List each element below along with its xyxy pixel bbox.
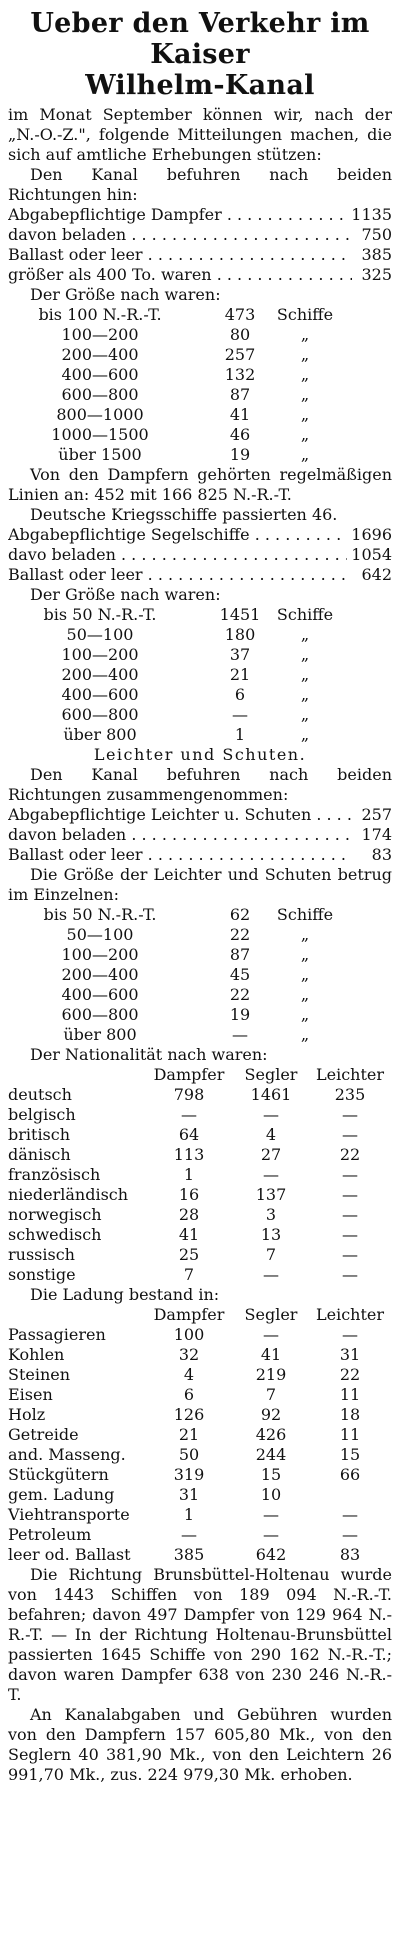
cell-dampfer: 319 [173, 1465, 205, 1485]
size-spacer [170, 385, 210, 405]
cell-dampfer: 113 [173, 1145, 205, 1165]
size-spacer [170, 705, 210, 725]
size-unit: „ [300, 645, 310, 665]
cell-leichter: 66 [339, 1465, 361, 1485]
size-range: 200—400 [61, 965, 139, 985]
size-range: 100—200 [61, 645, 139, 665]
size-count: 6 [234, 685, 246, 705]
size-unit: „ [300, 325, 310, 345]
kriegsschiffe-paragraph: Deutsche Kriegsschiffe passierten 46. [30, 505, 338, 525]
cell-leichter: — [342, 1205, 358, 1225]
size-unit: „ [300, 665, 310, 685]
size-spacer [170, 965, 210, 985]
abgaben-paragraph: An Kanalabgaben und Gebühren wurden von den Dampfern 157 605,80 Mk., von den Seglern 40 381,90 Mk., von den Leichtern 26 991,70 Mk., zus. 224 979,30 Mk. erhoben. [8, 1705, 392, 1785]
size-spacer [170, 665, 210, 685]
summary-row [8, 205, 392, 225]
cell-leichter: — [342, 1245, 358, 1265]
size-unit: „ [300, 725, 310, 745]
dampfer-size-table [30, 305, 392, 465]
cell-dampfer: 28 [178, 1205, 200, 1225]
cell-segler: — [263, 1265, 279, 1285]
leichter-intro: Den Kanal befuhren nach beiden Richtungen zusammengenommen: [8, 765, 392, 805]
size-spacer [170, 405, 210, 425]
summary-label: größer als 400 To. waren . . . [8, 265, 352, 285]
cell-segler: — [263, 1105, 279, 1125]
size-unit: „ [300, 685, 310, 705]
size-unit: „ [300, 445, 310, 465]
cell-segler: 41 [260, 1345, 282, 1365]
size-spacer [170, 685, 210, 705]
size-spacer [170, 305, 210, 325]
cell-dampfer: 31 [178, 1485, 200, 1505]
size-count: 87 [229, 945, 251, 965]
column-header: Dampfer [153, 1065, 225, 1085]
cell-dampfer: 6 [183, 1385, 195, 1405]
cell-leichter: — [342, 1185, 358, 1205]
cell-dampfer: 21 [178, 1425, 200, 1445]
row-label: and. Masseng. [8, 1445, 126, 1465]
row-label: Stückgütern [8, 1465, 109, 1485]
linien-paragraph: Von den Dampfern gehörten regelmäßigen Linien an: 452 mit 166 825 N.-R.-T. [8, 465, 392, 505]
row-label: Petroleum [8, 1525, 92, 1545]
size-range: 100—200 [61, 945, 139, 965]
size-range: 400—600 [61, 685, 139, 705]
row-label: sonstige [8, 1265, 76, 1285]
row-label: deutsch [8, 1085, 72, 1105]
cell-segler: 642 [255, 1545, 287, 1565]
size-spacer [170, 645, 210, 665]
cell-leichter: — [342, 1225, 358, 1245]
size-spacer [170, 345, 210, 365]
size-unit: Schiffe [276, 905, 334, 925]
column-header: Dampfer [153, 1305, 225, 1325]
cell-segler: 219 [255, 1365, 287, 1385]
leichter-heading: Leichter und Schuten. [93, 745, 307, 765]
segler-size-intro: Der Größe nach waren: [30, 585, 221, 605]
row-label: Steinen [8, 1365, 71, 1385]
cell-dampfer: — [181, 1525, 197, 1545]
size-unit: „ [300, 385, 310, 405]
segler-size-table [30, 605, 392, 745]
cell-dampfer: 798 [173, 1085, 205, 1105]
size-count: 473 [224, 305, 256, 325]
cell-dampfer: — [181, 1105, 197, 1125]
size-range: über 800 [63, 1025, 137, 1045]
cell-dampfer: 16 [178, 1185, 200, 1205]
cell-segler: — [263, 1525, 279, 1545]
size-unit: „ [300, 345, 310, 365]
size-count: 22 [229, 925, 251, 945]
summary-label: Ballast oder leer . . . [8, 245, 352, 265]
size-spacer [170, 605, 210, 625]
size-unit: „ [300, 625, 310, 645]
cell-segler: 10 [260, 1485, 282, 1505]
size-count: 22 [229, 985, 251, 1005]
size-count: 257 [224, 345, 256, 365]
size-spacer [170, 905, 210, 925]
summary-row [8, 525, 392, 545]
size-spacer [170, 445, 210, 465]
size-count: 45 [229, 965, 251, 985]
cell-leichter: 15 [339, 1445, 361, 1465]
row-label: russisch [8, 1245, 75, 1265]
cargo-intro: Die Ladung bestand in: [30, 1285, 220, 1305]
size-spacer [170, 725, 210, 745]
summary-label: Ballast oder leer . . . [8, 845, 352, 865]
size-count: 1451 [219, 605, 261, 625]
size-count: 41 [229, 405, 251, 425]
summary-value: 385 [361, 245, 392, 265]
leichter-size-table [30, 905, 392, 1045]
size-spacer [170, 1025, 210, 1045]
article-title-line2: Wilhelm-Kanal [85, 70, 315, 102]
summary-row [8, 265, 392, 285]
size-spacer [170, 625, 210, 645]
size-unit: „ [300, 925, 310, 945]
size-unit: Schiffe [276, 605, 334, 625]
size-unit: „ [300, 965, 310, 985]
summary-value: 174 [361, 825, 392, 845]
size-range: 200—400 [61, 665, 139, 685]
summary-row [8, 805, 392, 825]
row-label: dänisch [8, 1145, 71, 1165]
cell-dampfer: 41 [178, 1225, 200, 1245]
size-range: 50—100 [66, 625, 134, 645]
cell-leichter: — [342, 1325, 358, 1345]
row-label: gem. Ladung [8, 1485, 115, 1505]
size-unit: „ [300, 425, 310, 445]
table-corner [8, 1305, 148, 1325]
cell-leichter: — [342, 1505, 358, 1525]
summary-value: 83 [371, 845, 392, 865]
nationality-intro: Der Nationalität nach waren: [30, 1045, 268, 1065]
row-label: Holz [8, 1405, 46, 1425]
size-range: 200—400 [61, 345, 139, 365]
size-range: 800—1000 [56, 405, 144, 425]
summary-label: Abgabepflichtige Dampfer . . . [8, 205, 347, 225]
table-corner [8, 1065, 148, 1085]
cell-segler: — [263, 1325, 279, 1345]
row-label: Viehtransporte [8, 1505, 130, 1525]
cell-leichter: 22 [339, 1365, 361, 1385]
size-spacer [170, 425, 210, 445]
row-label: leer od. Ballast [8, 1545, 131, 1565]
size-count: 37 [229, 645, 251, 665]
cargo-table [8, 1305, 392, 1565]
cell-segler: 1461 [250, 1085, 292, 1105]
cell-dampfer: 126 [173, 1405, 205, 1425]
cell-leichter [312, 1485, 388, 1505]
nationality-table [8, 1065, 392, 1285]
cell-leichter: 22 [339, 1145, 361, 1165]
size-unit: „ [300, 405, 310, 425]
row-label: belgisch [8, 1105, 76, 1125]
summary-label: davo beladen . . . [8, 545, 347, 565]
size-count: 180 [224, 625, 256, 645]
cell-dampfer: 25 [178, 1245, 200, 1265]
cell-leichter: — [342, 1525, 358, 1545]
size-spacer [170, 985, 210, 1005]
size-range: bis 50 N.-R.-T. [43, 605, 157, 625]
richtung-paragraph: Die Richtung Brunsbüttel-Holtenau wurde von 1443 Schiffen von 189 094 N.-R.-T. befahren; davon 497 Dampfer von 129 964 N.-R.-T. — In der Richtung Holtenau-Brunsbüttel passierten 1645 Schiffe von 290 162 N.-R.-T.; davon waren Dampfer 638 von 230 246 N.-R.-T. [8, 1565, 392, 1705]
size-spacer [170, 925, 210, 945]
cell-segler: — [263, 1165, 279, 1185]
size-count: 19 [229, 1005, 251, 1025]
dampfer-intro: Den Kanal befuhren nach beiden Richtungen hin: [8, 165, 392, 205]
cell-dampfer: 1 [183, 1505, 195, 1525]
summary-row [8, 845, 392, 865]
intro-paragraph: im Monat September können wir, nach der „N.-O.-Z.", folgende Mitteilungen machen, die sich auf amtliche Erhebungen stützen: [8, 105, 392, 165]
row-label: französisch [8, 1165, 101, 1185]
row-label: britisch [8, 1125, 71, 1145]
summary-row [8, 565, 392, 585]
dampfer-size-intro: Der Größe nach waren: [30, 285, 221, 305]
summary-value: 750 [361, 225, 392, 245]
size-count: — [232, 705, 248, 725]
summary-value: 325 [361, 265, 392, 285]
row-label: Kohlen [8, 1345, 65, 1365]
size-count: 1 [234, 725, 246, 745]
cell-segler: 7 [265, 1385, 277, 1405]
size-range: 400—600 [61, 985, 139, 1005]
summary-label: Ballast oder leer . . . [8, 565, 352, 585]
summary-label: davon beladen . . . [8, 825, 352, 845]
cell-leichter: — [342, 1105, 358, 1125]
size-range: über 800 [63, 725, 137, 745]
size-range: 50—100 [66, 925, 134, 945]
summary-row [8, 825, 392, 845]
cell-leichter: 83 [339, 1545, 361, 1565]
cell-segler: 4 [265, 1125, 277, 1145]
size-range: 600—800 [61, 1005, 139, 1025]
cell-leichter: 31 [339, 1345, 361, 1365]
cell-dampfer: 64 [178, 1125, 200, 1145]
cell-segler: 426 [255, 1425, 287, 1445]
summary-row [8, 545, 392, 565]
size-spacer [170, 325, 210, 345]
cell-segler: — [263, 1505, 279, 1525]
cell-segler: 15 [260, 1465, 282, 1485]
summary-value: 1054 [351, 545, 392, 565]
cell-segler: 13 [260, 1225, 282, 1245]
row-label: niederländisch [8, 1185, 129, 1205]
summary-value: 642 [361, 565, 392, 585]
cell-dampfer: 50 [178, 1445, 200, 1465]
size-count: — [232, 1025, 248, 1045]
cell-segler: 7 [265, 1245, 277, 1265]
row-label: schwedisch [8, 1225, 102, 1245]
size-spacer [170, 1005, 210, 1025]
column-header: Segler [244, 1065, 298, 1085]
summary-label: davon beladen . . . [8, 225, 352, 245]
cell-segler: 92 [260, 1405, 282, 1425]
summary-value: 1135 [351, 205, 392, 225]
size-unit: „ [300, 365, 310, 385]
size-range: bis 100 N.-R.-T. [38, 305, 162, 325]
article-title-line1: Ueber den Verkehr im Kaiser [30, 8, 370, 71]
summary-value: 257 [361, 805, 392, 825]
size-spacer [170, 365, 210, 385]
cell-segler: 27 [260, 1145, 282, 1165]
summary-label: Abgabepflichtige Leichter u. Schuten . . . [8, 805, 352, 825]
size-count: 19 [229, 445, 251, 465]
size-count: 62 [229, 905, 251, 925]
summary-row [8, 245, 392, 265]
cell-dampfer: 385 [173, 1545, 205, 1565]
cell-segler: 244 [255, 1445, 287, 1465]
cell-dampfer: 1 [183, 1165, 195, 1185]
cell-leichter: 18 [339, 1405, 361, 1425]
cell-segler: 3 [265, 1205, 277, 1225]
size-unit: „ [300, 945, 310, 965]
cell-segler: 137 [255, 1185, 287, 1205]
column-header: Leichter [315, 1065, 385, 1085]
segler-summary [8, 525, 392, 585]
summary-value: 1696 [351, 525, 392, 545]
size-unit: „ [300, 1005, 310, 1025]
size-unit: Schiffe [276, 305, 334, 325]
size-range: 400—600 [61, 365, 139, 385]
size-spacer [170, 945, 210, 965]
row-label: norwegisch [8, 1205, 102, 1225]
row-label: Getreide [8, 1425, 79, 1445]
size-unit: „ [300, 705, 310, 725]
cell-leichter: 11 [339, 1425, 361, 1445]
cell-dampfer: 4 [183, 1365, 195, 1385]
size-range: 100—200 [61, 325, 139, 345]
size-count: 46 [229, 425, 251, 445]
dampfer-summary [8, 205, 392, 285]
cell-leichter: 235 [334, 1085, 366, 1105]
cell-leichter: 11 [339, 1385, 361, 1405]
cell-dampfer: 7 [183, 1265, 195, 1285]
summary-label: Abgabepflichtige Segelschiffe . . . [8, 525, 347, 545]
size-unit: „ [300, 985, 310, 1005]
size-range: über 1500 [58, 445, 142, 465]
column-header: Segler [244, 1305, 298, 1325]
size-count: 87 [229, 385, 251, 405]
cell-leichter: — [342, 1265, 358, 1285]
size-range: 600—800 [61, 385, 139, 405]
column-header: Leichter [315, 1305, 385, 1325]
cell-dampfer: 100 [173, 1325, 205, 1345]
size-count: 80 [229, 325, 251, 345]
size-count: 132 [224, 365, 256, 385]
size-range: 600—800 [61, 705, 139, 725]
size-unit: „ [300, 1025, 310, 1045]
size-range: bis 50 N.-R.-T. [43, 905, 157, 925]
cell-dampfer: 32 [178, 1345, 200, 1365]
size-count: 21 [229, 665, 251, 685]
cell-leichter: — [342, 1165, 358, 1185]
size-range: 1000—1500 [51, 425, 149, 445]
cell-leichter: — [342, 1125, 358, 1145]
row-label: Passagieren [8, 1325, 106, 1345]
leichter-size-intro: Die Größe der Leichter und Schuten betrug im Einzelnen: [8, 865, 392, 905]
summary-row [8, 225, 392, 245]
leichter-summary [8, 805, 392, 865]
row-label: Eisen [8, 1385, 53, 1405]
